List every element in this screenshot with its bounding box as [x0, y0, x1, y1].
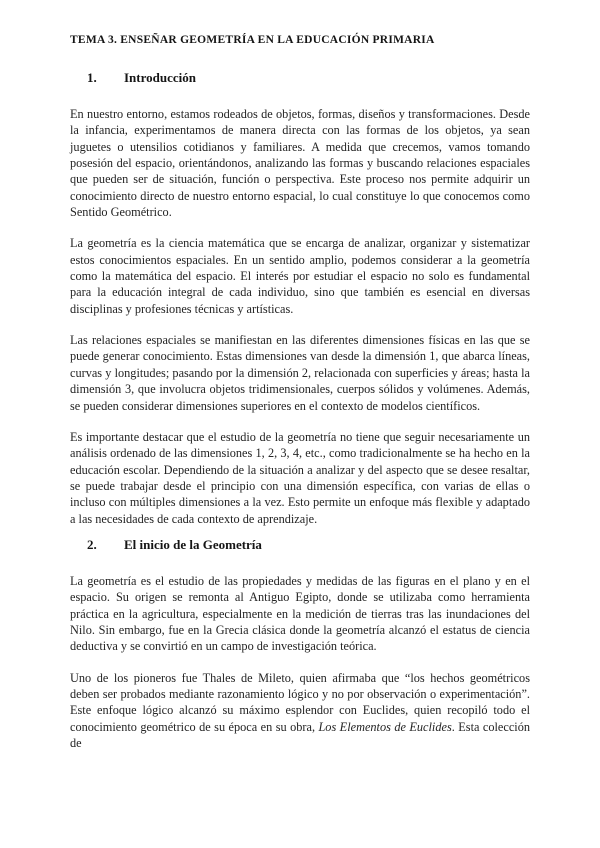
section-2-heading — [87, 537, 530, 553]
paragraph: Es importante destacar que el estudio de la geometría no tiene que seguir necesariamente un análisis ordenado de las dimensiones 1, 2, 3, 4, etc., como tradicionalmente se ha hecho en la educación escolar. Dependiendo de la situación a analizar y del aspecto que se desee resaltar, se puede trabajar desde el principio con una dimensión específica, con varias de ellas o incluso con múltiples dimensiones a la vez. Esto permite un enfoque más flexible y adaptado a las necesidades de cada contexto de aprendizaje. — [70, 429, 530, 526]
paragraph: La geometría es el estudio de las propiedades y medidas de las figuras en el plano y en el espacio. Su origen se remonta al Antiguo Egipto, donde se utilizaba como herramienta práctica en la agricultura, especialmente en la medición de tierras tras las inundaciones del Nilo. Sin embargo, fue en la Grecia clásica donde la geometría alcanzó el estatus de ciencia deductiva y se convirtió en un campo de investigación teórica. — [70, 573, 530, 654]
section-inicio-geometria — [70, 537, 530, 751]
section-introduccion — [70, 70, 530, 527]
paragraph-text: Uno de los pioneros fue Thales de Mileto, quien afirmaba que “los hechos geométricos deben ser probados mediante razonamiento lógico y no por observación o experimentación”. Este enfoque lógico alcanzó su máximo esplendor con Euclides, quien recopiló todo el conocimiento geométrico de su época en su obra, — [70, 670, 530, 734]
section-2-number: 2. — [87, 536, 97, 552]
paragraph-text: . Esta colección de — [70, 719, 530, 750]
paragraph — [70, 670, 530, 752]
paragraph: La geometría es la ciencia matemática que se encarga de analizar, organizar y sistematizar estos conocimientos espaciales. En un sentido amplio, podemos considerar a la geometría como la matemática del espacio. El interés por estudiar el espacio no solo es fundamental para la educación integral de cada individuo, sino que también es esencial en diversas disciplinas y profesiones técnicas y artísticas. — [70, 236, 530, 316]
section-1-title: Introducción — [124, 70, 196, 85]
paragraph: Las relaciones espaciales se manifiestan en las diferentes dimensiones físicas en las que se puede generar conocimiento. Estas dimensiones van desde la dimensión 1, que abarca líneas, curvas y longitudes; pasando por la dimensión 2, relacionada con superficies y áreas; hasta la dimensión 3, que involucra objetos tridimensionales, cuerpos sólidos y volúmenes. Además, se pueden considerar dimensiones superiores en el contexto de modelos científicos. — [70, 333, 530, 413]
section-1-heading — [87, 70, 530, 86]
section-1-number: 1. — [87, 70, 97, 85]
book-title-italic: Los Elementos de Euclides — [318, 719, 452, 734]
section-2-title: El inicio de la Geometría — [124, 536, 262, 552]
document-title: TEMA 3. ENSEÑAR GEOMETRÍA EN LA EDUCACIÓN PRIMARIA — [70, 34, 435, 46]
paragraph: En nuestro entorno, estamos rodeados de objetos, formas, diseños y transformaciones. Desde la infancia, experimentamos de manera directa con las formas de los objetos, ya sean juguetes o utensilios cotidianos y familiares. A medida que crecemos, vamos tomando posesión del espacio, orientándonos, analizando las formas y buscando relaciones espaciales que pueden ser de situación, función o perspectiva. Este proceso nos permite adquirir un conocimiento directo de nuestro entorno espacial, lo cual constituye lo que conocemos como Sentido Geométrico. — [70, 107, 530, 220]
